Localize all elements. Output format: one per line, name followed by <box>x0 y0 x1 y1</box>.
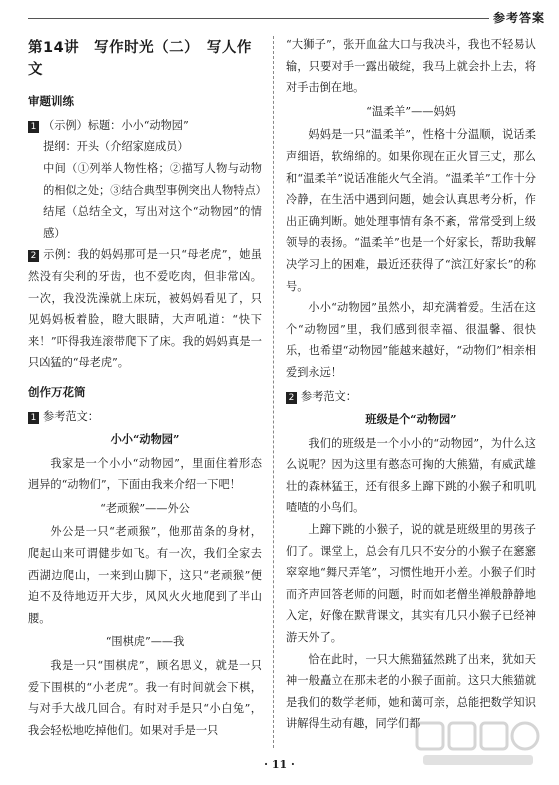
section-heading-review: 审题训练 <box>28 94 74 109</box>
question-number: 1 <box>28 121 39 133</box>
header-rule <box>28 18 489 19</box>
essay-1-paragraph: 外公是一只“老顽猴”，他那苗条的身材，爬起山来可谓健步如飞。有一次，我们全家去西湖边爬山，一来到山脚下，这只“老顽猴”便迫不及待地迈开大步，风风火火地爬到了半山腰。 <box>28 525 262 625</box>
essay-2-paragraph: 恰在此时，一只大熊猫猛然跳了出来，犹如天神一般矗立在那未老的小猴子面前。这只大熊猫就是我们的数学老师，她和蔼可亲，总能把数学知识讲解得生动有趣，同学们都 <box>286 652 536 731</box>
question-2: 2 示例：我的妈妈那可是一只“母老虎”，她虽然没有尖利的牙齿，也不爱吃肉，但非常凶。一次，我没洗澡就上床玩，被妈妈看见了，只见妈妈板着脸，瞪大眼睛，大声吼道：“快下来！”吓得我连滚带爬下了床。我的妈妈真是一只凶猛的“母老虎”。 <box>28 248 262 370</box>
essay-2-title: 班级是个“动物园” <box>365 412 457 427</box>
question-1: 1 （示例）标题：小小“动物园” 提纲：开头（介绍家庭成员） 中间（①列举人物性格；②描写人物与动物的相似之处；③结合典型事例突出人物特点） 结尾（总结全文，写出对这个“动物园”的情感） <box>28 115 262 245</box>
essay-1-subheading: “温柔羊”——妈妈 <box>366 104 456 118</box>
reference-label-1: 1 参考范文： <box>28 406 262 428</box>
essay-1-paragraph: 我家是一个小小“动物园”，里面住着形态迥异的“动物们”，下面由我来介绍一下吧！ <box>28 456 262 492</box>
page-number: · 11 · <box>264 758 295 771</box>
essay-1-subheading: “老顽猴”——外公 <box>100 501 190 515</box>
essay-1-paragraph: 我是一只“围棋虎”，顾名思义，就是一只爱下围棋的“小老虎”。我一有时间就会下棋，与对手大战几回合。有时对手是只“小白兔”，我会轻松地吃掉他们。如果对手是一只 <box>28 659 262 737</box>
header-title: 参考答案 <box>492 11 545 25</box>
right-column <box>286 34 536 735</box>
essay-1-paragraph: 妈妈是一只“温柔羊”，性格十分温顺，说话柔声细语，软绵绵的。如果你现在正火冒三丈，那么和“温柔羊”说话准能火气全消。“温柔羊”工作十分冷静，在生活中遇到问题，她会认真思考分析，作出正确判断。她处理事情有条不紊，常常受到上级领导的表扬。“温柔羊”也是一个好家长，帮助我解决学习上的困难，最近还获得了“滨江好家长”的称号。 <box>286 128 536 293</box>
essay-2-paragraph: 我们的班级是一个小小的“动物园”，为什么这么说呢？因为这里有憨态可掬的大熊猫，有威武雄壮的森林猛王，还有很多上蹿下跳的小猴子和叽叽喳喳的小鸟们。 <box>286 436 536 515</box>
essay-1-paragraph: 小小“动物园”虽然小，却充满着爱。生活在这个“动物园”里，我们感到很幸福、很温馨、很快乐，也希望“动物园”能越来越好，“动物们”相亲相爱到永远！ <box>286 301 536 379</box>
essay-1-paragraph: “大狮子”，张开血盆大口与我决斗，我也不轻易认输，只要对手一露出破绽，我马上就会扑上去，将对手击倒在地。 <box>286 38 536 95</box>
reference-label-2: 2 参考范文： <box>286 386 536 408</box>
left-column <box>28 34 267 741</box>
question-number: 2 <box>28 250 39 262</box>
section-heading-writing: 创作万花筒 <box>28 384 86 399</box>
essay-1-subheading: “围棋虎”——我 <box>105 635 185 649</box>
essay-1-title: 小小“动物园” <box>110 432 180 447</box>
lesson-title: 第14讲 写作时光（二） 写人作文 <box>28 40 252 78</box>
column-divider <box>273 36 274 748</box>
essay-2-paragraph: 上蹿下跳的小猴子，说的就是班级里的男孩子们了。课堂上，总会有几只不安分的小猴子在窸窸窣窣地“舞尺弄笔”，习惯性地开小差。小猴子们时而齐声回答老师的问题，时而如老僧坐禅般静静地入定，好像在默背课文，其实有几只小猴子已经神游天外了。 <box>286 523 536 645</box>
